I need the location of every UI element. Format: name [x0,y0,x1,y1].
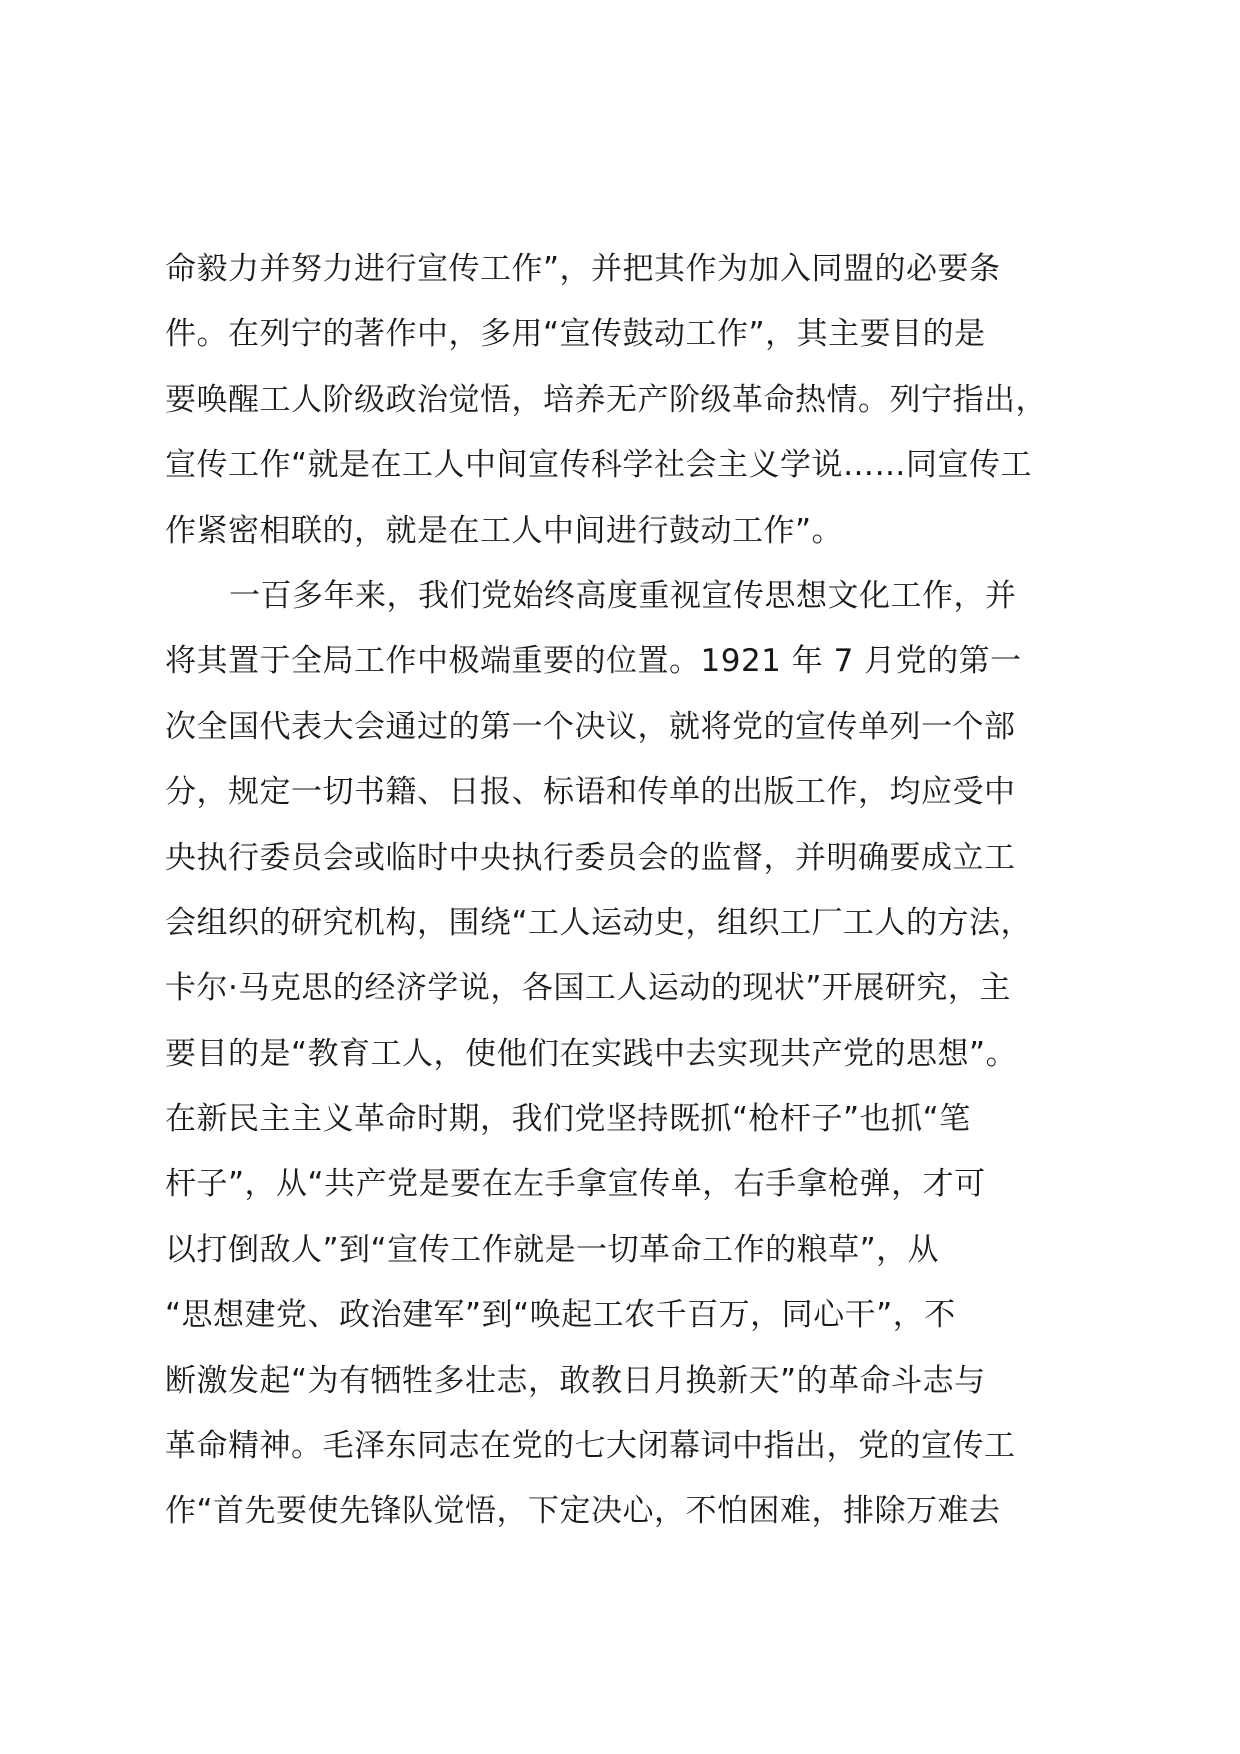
body-text [165,237,1105,1545]
text-line: 件。在列宁的著作中，多用“宣传鼓动工作”，其主要目的是 [165,316,986,353]
text-line: 要目的是“教育工人，使他们在实践中去实现共产党的思想”。 [165,1035,1018,1072]
text-line: 将其置于全局工作中极端重要的位置。1921 年 7 月党的第一 [165,643,1022,680]
text-line: 作“首先要使先锋队觉悟，下定决心，不怕困难，排除万难去 [165,1493,1001,1530]
text-line: 革命精神。毛泽东同志在党的七大闭幕词中指出，党的宣传工 [165,1428,1016,1465]
text-line: 杆子”，从“共产党是要在左手拿宣传单，右手拿枪弹，才可 [165,1166,986,1203]
text-line: 在新民主主义革命时期，我们党坚持既抓“枪杆子”也抓“笔 [165,1101,971,1138]
text-line: 央执行委员会或临时中央执行委员会的监督，并明确要成立工 [165,839,1016,876]
text-line: 一百多年来，我们党始终高度重视宣传思想文化工作，并 [229,577,1017,614]
paragraph [165,564,1105,1545]
text-line: 宣传工作“就是在工人中间宣传科学社会主义学说……同宣传工 [165,447,1033,484]
text-line: 卡尔·马克思的经济学说，各国工人运动的现状”开展研究，主 [165,970,1011,1007]
text-line: 会组织的研究机构，围绕“工人运动史，组织工厂工人的方法， [165,904,1033,941]
text-line: 命毅力并努力进行宣传工作”，并把其作为加入同盟的必要条 [165,251,1001,287]
text-line: “思想建党、政治建军”到“唤起工农千百万，同心干”，不 [165,1297,956,1334]
paragraph [165,237,1105,564]
text-line: 作紧密相联的，就是在工人中间进行鼓动工作”。 [165,512,844,549]
text-line: 次全国代表大会通过的第一个决议，就将党的宣传单列一个部 [165,708,1016,745]
text-line: 要唤醒工人阶级政治觉悟，培养无产阶级革命热情。列宁指出， [165,381,1047,418]
text-line: 断激发起“为有牺牲多壮志，敢教日月换新天”的革命斗志与 [165,1362,986,1399]
text-line: 以打倒敌人”到“宣传工作就是一切革命工作的粮草”，从 [165,1231,940,1268]
text-line: 分，规定一切书籍、日报、标语和传单的出版工作，均应受中 [165,774,1016,811]
